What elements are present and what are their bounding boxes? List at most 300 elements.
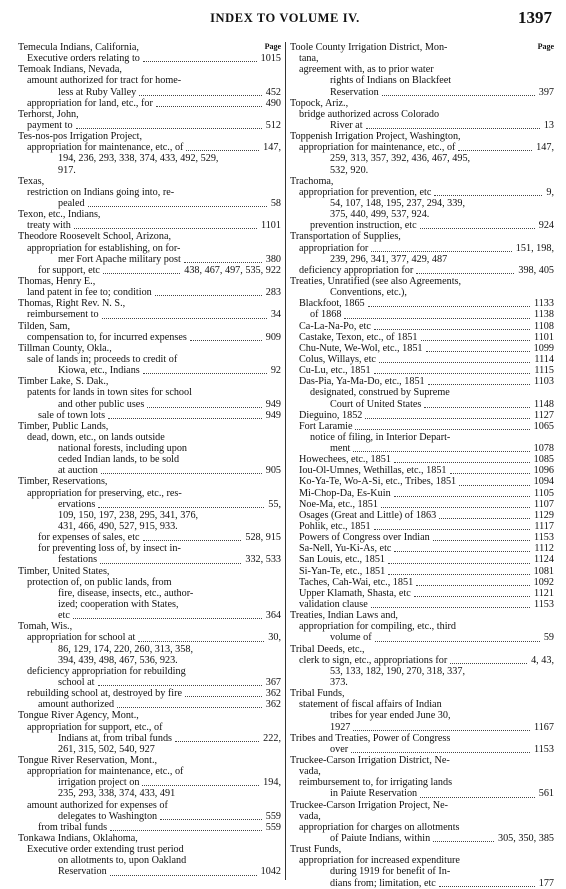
- dot-leader: [379, 362, 530, 363]
- entry-text: Sa-Nell, Yu-Ki-As, etc: [299, 543, 392, 555]
- page-reference: 194,: [263, 777, 281, 789]
- index-entry-line: [290, 488, 554, 499]
- page-reference: 364: [265, 610, 281, 622]
- index-entry-line: [290, 198, 554, 209]
- index-entry-line: [290, 666, 554, 677]
- page-reference: 34: [270, 309, 281, 321]
- page-reference: 397: [538, 86, 554, 98]
- page-reference: 1148: [534, 398, 554, 410]
- entry-text: San Louis, etc., 1851: [299, 554, 386, 566]
- index-entry-line: [18, 131, 281, 142]
- index-entry-line: [290, 153, 554, 164]
- index-entry-line: [18, 465, 281, 476]
- entry-text: dians from; limitation, etc: [330, 877, 436, 889]
- entry-text: Reservation: [330, 86, 379, 98]
- entry-text: Osages (Great and Little) of 1863: [299, 509, 437, 521]
- page-reference: 9,: [546, 186, 554, 198]
- index-entry-line: [290, 75, 554, 86]
- index-entry-line: [18, 766, 281, 777]
- page-reference: 1085: [533, 454, 554, 466]
- index-entry-line: [290, 800, 554, 811]
- entry-text: Pohlik, etc., 1851: [299, 521, 371, 533]
- entry-text: Iou-Ol-Umnes, Wethillas, etc., 1851: [299, 465, 447, 477]
- page-reference: 490: [265, 97, 281, 109]
- index-entry-line: [18, 744, 281, 755]
- page-reference: 1015: [260, 53, 281, 65]
- index-entry-line: [18, 53, 281, 64]
- entry-text: Si-Yan-Te, etc., 1851: [299, 565, 386, 577]
- entry-text: delegates to Washington: [58, 810, 158, 822]
- entry-text: agreement with, as to prior water: [299, 64, 434, 76]
- dot-leader: [156, 106, 262, 107]
- dot-leader: [433, 841, 494, 842]
- page-reference: 1092: [533, 576, 554, 588]
- index-entry-line: [290, 209, 554, 220]
- entry-text: Tillman County, Okla.,: [18, 342, 112, 354]
- index-entry-line: [290, 131, 554, 142]
- page-reference: 1153: [534, 599, 554, 611]
- index-entry-line: [290, 855, 554, 866]
- entry-text: Temoak Indians, Nevada,: [18, 64, 122, 76]
- entry-text: Powers of Congress over Indian: [299, 532, 430, 544]
- entry-text: Timber, Reservations,: [18, 476, 108, 488]
- index-entry-line: [290, 733, 554, 744]
- index-entry-line: [18, 231, 281, 242]
- entry-text: vada,: [299, 766, 321, 778]
- index-entry-line: [290, 53, 554, 64]
- entry-text: appropriation for: [299, 242, 369, 254]
- entry-text: irrigation project on: [58, 777, 140, 789]
- index-entry-line: [290, 644, 554, 655]
- index-entry-line: [18, 332, 281, 343]
- page-reference: 1078: [533, 443, 554, 455]
- entry-text: volume of: [330, 632, 372, 644]
- index-entry-line: [18, 499, 281, 510]
- index-entry-line: [290, 220, 554, 231]
- entry-text: patents for lands in town sites for school: [27, 387, 192, 399]
- dot-leader: [76, 128, 262, 129]
- index-entry-line: [18, 510, 281, 521]
- index-entry-line: [290, 42, 554, 53]
- index-entry-line: [290, 421, 554, 432]
- page-reference: 151, 198,: [515, 242, 554, 254]
- index-entry-line: [290, 822, 554, 833]
- entry-text: Texon, etc., Indians,: [18, 209, 101, 221]
- entry-text: Theodore Roosevelt School, Arizona,: [18, 231, 172, 243]
- entry-text: of 1868: [310, 309, 342, 321]
- index-entry-line: [18, 755, 281, 766]
- entry-text: sale of town lots: [38, 409, 106, 421]
- dot-leader: [450, 663, 527, 664]
- entry-text: Fort Laramie: [299, 420, 353, 432]
- page-reference: 1153: [534, 743, 554, 755]
- index-entry-line: [290, 64, 554, 75]
- page-reference: 59: [543, 632, 554, 644]
- index-entry-line: [290, 699, 554, 710]
- dot-leader: [351, 752, 530, 753]
- dot-leader: [143, 373, 267, 374]
- index-entry-line: [18, 410, 281, 421]
- page-reference: 949: [265, 398, 281, 410]
- entry-text: fire, disease, insects, etc., author-: [58, 587, 194, 599]
- entry-text: appropriation for charges on allotments: [299, 821, 460, 833]
- index-entry-line: [18, 822, 281, 833]
- index-entry-line: [18, 521, 281, 532]
- entry-text: ervations: [58, 498, 96, 510]
- entry-text: Cu-Lu, etc., 1851: [299, 365, 371, 377]
- entry-text: Reservation: [58, 866, 107, 878]
- index-entry-line: [18, 365, 281, 376]
- index-entry-line: [290, 755, 554, 766]
- dot-leader: [414, 596, 530, 597]
- entry-text: Noe-Ma, etc., 1851: [299, 498, 378, 510]
- entry-text: Das-Pia, Ya-Ma-Do, etc., 1851: [299, 376, 425, 388]
- dot-leader: [117, 707, 262, 708]
- entry-text: land patent in fee to; condition: [27, 287, 152, 299]
- page-reference: 561: [538, 788, 554, 800]
- index-entry-line: [290, 833, 554, 844]
- entry-text: Timber Lake, S. Dak.,: [18, 376, 109, 388]
- page-reference: 177: [538, 877, 554, 889]
- entry-text: in Paiute Reservation: [330, 788, 418, 800]
- page-reference: 380: [265, 253, 281, 265]
- index-entry-line: [290, 254, 554, 265]
- index-entry-line: [18, 733, 281, 744]
- index-entry-line: [290, 376, 554, 387]
- index-entry-line: [18, 298, 281, 309]
- dot-leader: [388, 574, 530, 575]
- entry-text: appropriation for support, etc., of: [27, 721, 163, 733]
- entry-text: bridge authorized across Colorado: [299, 108, 440, 120]
- dot-leader: [355, 429, 530, 430]
- index-entry-line: [18, 265, 281, 276]
- index-entry-line: [290, 354, 554, 365]
- dot-leader: [110, 875, 257, 876]
- page-reference: 905: [265, 465, 281, 477]
- entry-text: Temecula Indians, California,: [18, 42, 139, 53]
- entry-text: national forests, including upon: [58, 443, 188, 455]
- entry-text: clerk to sign, etc., appropriations for: [299, 654, 448, 666]
- page-reference: 1114: [534, 353, 554, 365]
- entry-text: tribes for year ended June 30,: [330, 710, 451, 722]
- index-entry-line: [290, 777, 554, 788]
- page-reference: 1042: [260, 866, 281, 878]
- entry-text: Tonkawa Indians, Oklahoma,: [18, 832, 138, 844]
- entry-text: pealed: [58, 197, 85, 209]
- index-column-left: Page Temecula Indians, California, Executive orders relating to 1015 Temoak Indians, Nevada, amount authorized for tract for home- less at Ruby Valley 452 appropriation for land, etc., for 490 Terhorst, John, payment to 512 Tes-nos-pos Irrigation Project, appropriation for maintenance, etc., of 147, 194, 236, 293, 338, 374, 433, 492, 529, 917. Texas, restriction on Indians going into, re- pealed 58 Texon, etc., Indians, treaty with 1101 Theodore Roosevelt School, Arizona, appropriation for establishing, on for- mer Fort Apache military post 380 for support, etc 438, 467, 497, 535, 922 Thomas, Henry E., land patent in fee to; condition 283 Thomas, Right Rev. N. S., reimbursement to 34 Tilden, Sam, compensation to, for incurred expenses 909 Tillman County, Okla., sale of lands in; proceeds to credit of Kiowa, etc., Indians 92 Timber Lake, S. Dak., patents for lands in town sites for school and other public uses 949 sale of town lots 949 Timber, Public Lands, dead, down, etc., on lands outside national forests, including upon ceded Indian lands, to be sold at auction 905 Timber, Reservations, appropriation for preserving, etc., res- ervations 55, 109, 150, 197, 238, 295, 341, 376, 431, 466, 490, 527, 915, 933. for expenses of sales, etc 528, 915 for preventing loss of, by insect in- festations 332, 533 Timber, United States, protection of, on public lands, from fire, disease, insects, etc., author- ized; cooperation with States, etc 364 Tomah, Wis., appropriation for school at 30, 86, 129, 174, 220, 260, 313, 358, 394, 439, 498, 467, 536, 923. deficiency appropriation for rebuilding school at 367 rebuilding school at, destroyed by fire 362 amount authorized 362 Tongue River Agency, Mont., appropriation for support, etc., of Indians at, from tribal funds 222, 261, 315, 502, 540, 927 Tongue River Reservation, Mont., appropriation for maintenance, etc., of irrigation project on 194, 235, 293, 338, 374, 433, 491 amount authorized for expenses of delegates to Washington 559 from tribal funds 559 Tonkawa Indians, Oklahoma, Executive order extending trust period on allotments to, upon Oakland Reservation 1042: [18, 42, 281, 878]
- entry-text: at auction: [58, 465, 98, 477]
- entry-text: Taches, Cah-Wai, etc., 1851: [299, 576, 414, 588]
- entry-text: Kiowa, etc., Indians: [58, 365, 140, 377]
- page-reference: 909: [265, 331, 281, 343]
- index-entry-line: [18, 710, 281, 721]
- entry-text: for preventing loss of, by insect in-: [38, 543, 181, 555]
- page-reference: 13: [543, 119, 554, 131]
- index-entry-line: [18, 855, 281, 866]
- page-reference: 949: [265, 409, 281, 421]
- index-entry-line: [290, 554, 554, 565]
- dot-leader: [374, 529, 530, 530]
- index-entry-line: [18, 276, 281, 287]
- dot-leader: [420, 228, 535, 229]
- entry-text: 239, 296, 341, 377, 429, 487: [330, 253, 448, 265]
- entry-text: Tribal Funds,: [290, 688, 345, 700]
- entry-text: Court of United States: [330, 398, 422, 410]
- index-entry-line: [18, 800, 281, 811]
- dot-leader: [143, 540, 241, 541]
- dot-leader: [394, 462, 530, 463]
- entry-text: Mi-Chop-Da, Es-Kuin: [299, 487, 391, 499]
- index-entry-line: [18, 543, 281, 554]
- page-reference: 512: [265, 119, 281, 131]
- entry-text: etc: [58, 610, 70, 622]
- entry-text: protection of, on public lands, from: [27, 576, 172, 588]
- index-entry-line: [18, 287, 281, 298]
- dot-leader: [184, 262, 262, 263]
- page-reference: 30,: [268, 632, 281, 644]
- index-entry-line: [290, 866, 554, 877]
- dot-leader: [394, 496, 530, 497]
- entry-text: payment to: [27, 119, 73, 131]
- entry-text: amount authorized for tract for home-: [27, 75, 182, 87]
- dot-leader: [374, 329, 530, 330]
- dot-leader: [424, 407, 530, 408]
- entry-text: for support, etc: [38, 264, 100, 276]
- index-entry-line: [18, 387, 281, 398]
- index-entry-line: [18, 554, 281, 565]
- entry-text: treaty with: [27, 220, 71, 232]
- entry-text: 109, 150, 197, 238, 295, 341, 376,: [58, 509, 199, 521]
- index-entry-line: [290, 165, 554, 176]
- entry-text: on allotments to, upon Oakland: [58, 855, 187, 867]
- index-entry-line: [18, 376, 281, 387]
- page-reference: 452: [265, 86, 281, 98]
- index-entry-line: [290, 399, 554, 410]
- index-entry-line: [18, 722, 281, 733]
- page-reference: 528, 915: [245, 532, 281, 544]
- index-entry-line: [18, 777, 281, 788]
- index-entry-line: [18, 42, 281, 53]
- index-entry-line: [290, 599, 554, 610]
- entry-text: of Paiute Indians, within: [330, 832, 431, 844]
- entry-text: Tongue River Agency, Mont.,: [18, 710, 139, 722]
- entry-text: deficiency appropriation for: [299, 264, 414, 276]
- page-reference: 1103: [534, 376, 554, 388]
- dot-leader: [73, 618, 262, 619]
- entry-text: Upper Klamath, Shasta, etc: [299, 587, 411, 599]
- index-entry-line: [290, 187, 554, 198]
- index-entry-line: [18, 254, 281, 265]
- dot-leader: [388, 563, 530, 564]
- entry-text: Castake, Texon, etc., of 1851: [299, 331, 418, 343]
- index-entry-line: [290, 722, 554, 733]
- dot-leader: [421, 340, 530, 341]
- index-entry-line: [290, 655, 554, 666]
- index-entry-line: [18, 198, 281, 209]
- dot-leader: [175, 741, 259, 742]
- entry-text: Tilden, Sam,: [18, 320, 70, 332]
- entry-text: amount authorized: [38, 699, 115, 711]
- entry-text: 194, 236, 293, 338, 374, 433, 492, 529,: [58, 153, 219, 165]
- index-entry-line: [18, 399, 281, 410]
- index-entry-line: [18, 454, 281, 465]
- entry-text: Executive orders relating to: [27, 53, 140, 65]
- index-entry-line: [18, 811, 281, 822]
- entry-text: prevention instruction, etc: [310, 220, 417, 232]
- index-entry-line: [18, 577, 281, 588]
- entry-text: Tomah, Wis.,: [18, 621, 73, 633]
- entry-text: rights of Indians on Blackfeet: [330, 75, 452, 87]
- index-entry-line: [290, 476, 554, 487]
- entry-text: during 1919 for benefit of In-: [330, 866, 451, 878]
- index-entry-line: [18, 666, 281, 677]
- entry-text: Topock, Ariz.,: [290, 97, 349, 109]
- entry-text: River at: [330, 119, 363, 131]
- entry-text: Texas,: [18, 175, 45, 187]
- dot-leader: [102, 318, 267, 319]
- index-entry-line: [290, 621, 554, 632]
- entry-text: 532, 920.: [330, 164, 369, 176]
- dot-leader: [371, 607, 530, 608]
- entry-text: validation clause: [299, 599, 368, 611]
- index-entry-line: [290, 332, 554, 343]
- index-entry-line: [18, 343, 281, 354]
- entry-text: Truckee-Carson Irrigation District, Ne-: [290, 755, 450, 766]
- page-reference: 559: [265, 821, 281, 833]
- entry-text: ceded Indian lands, to be sold: [58, 454, 180, 466]
- dot-leader: [365, 418, 530, 419]
- dot-leader: [142, 785, 259, 786]
- index-entry-line: [290, 878, 554, 889]
- index-entry-line: [18, 866, 281, 877]
- index-entry-line: [290, 298, 554, 309]
- index-entry-line: [290, 788, 554, 799]
- entry-text: appropriation for prevention, etc: [299, 186, 432, 198]
- page-reference: 147,: [536, 142, 554, 154]
- entry-text: reimbursement to, for irrigating lands: [299, 777, 453, 789]
- entry-text: 54, 107, 148, 195, 237, 294, 339,: [330, 197, 465, 209]
- dot-leader: [110, 830, 262, 831]
- dot-leader: [74, 228, 257, 229]
- entry-text: from tribal funds: [38, 821, 108, 833]
- entry-text: Transportation of Supplies,: [290, 231, 401, 243]
- index-entry-line: [18, 243, 281, 254]
- dot-leader: [371, 251, 512, 252]
- entry-text: designated, construed by Supreme: [310, 387, 450, 399]
- index-entry-line: [290, 321, 554, 332]
- page-reference: 55,: [268, 498, 281, 510]
- entry-text: restriction on Indians going into, re-: [27, 186, 175, 198]
- index-entry-line: [290, 588, 554, 599]
- index-entry-line: [18, 699, 281, 710]
- entry-text: mer Fort Apache military post: [58, 253, 181, 265]
- index-entry-line: [290, 120, 554, 131]
- page-reference: 367: [265, 677, 281, 689]
- entry-text: over: [330, 743, 349, 755]
- dot-leader: [458, 150, 532, 151]
- page-reference: 1096: [533, 465, 554, 477]
- entry-text: 1927: [330, 721, 351, 733]
- index-entry-line: [18, 98, 281, 109]
- entry-text: 259, 313, 357, 392, 436, 467, 495,: [330, 153, 471, 165]
- entry-text: dead, down, etc., on lands outside: [27, 431, 165, 443]
- entry-text: appropriation for school at: [27, 632, 136, 644]
- page-reference: 1133: [534, 298, 554, 310]
- dot-leader: [101, 473, 262, 474]
- entry-text: Toole County Irrigation District, Mon-: [290, 42, 448, 53]
- entry-text: Dieguino, 1852: [299, 409, 363, 421]
- page-reference: 222,: [263, 732, 281, 744]
- dot-leader: [375, 641, 540, 642]
- index-entry-line: [18, 120, 281, 131]
- page-reference: 362: [265, 699, 281, 711]
- index-entry-line: [290, 543, 554, 554]
- entry-text: Trachoma,: [290, 175, 334, 187]
- index-entry-line: [18, 476, 281, 487]
- index-entry-line: [290, 566, 554, 577]
- index-entry-line: [18, 64, 281, 75]
- entry-text: Terhorst, John,: [18, 108, 79, 120]
- index-entry-line: [18, 142, 281, 153]
- entry-text: appropriation for maintenance, etc., of: [299, 142, 456, 154]
- dot-leader: [100, 563, 241, 564]
- index-entry-line: [290, 766, 554, 777]
- dot-leader: [439, 886, 535, 887]
- dot-leader: [426, 351, 530, 352]
- dot-leader: [439, 518, 530, 519]
- dot-leader: [382, 95, 535, 96]
- index-entry-line: [290, 532, 554, 543]
- index-entry-line: [290, 309, 554, 320]
- index-entry-line: [290, 176, 554, 187]
- entry-text: sale of lands in; proceeds to credit of: [27, 353, 178, 365]
- index-entry-line: [18, 75, 281, 86]
- dot-leader: [88, 206, 267, 207]
- index-entry-line: [18, 532, 281, 543]
- page-reference: 1121: [534, 587, 554, 599]
- entry-text: appropriation for establishing, on for-: [27, 242, 181, 254]
- page-header: [18, 8, 552, 28]
- entry-text: Thomas, Right Rev. N. S.,: [18, 298, 126, 310]
- page-reference: 305, 350, 385: [497, 832, 554, 844]
- index-entry-line: [290, 142, 554, 153]
- entry-text: Howechees, etc., 1851: [299, 454, 391, 466]
- page-number: 1397: [518, 8, 552, 27]
- index-entry-line: [18, 833, 281, 844]
- dot-leader: [381, 507, 530, 508]
- entry-text: Ca-La-Na-Po, etc: [299, 320, 371, 332]
- entry-text: Thomas, Henry E.,: [18, 275, 96, 287]
- dot-leader: [434, 195, 542, 196]
- page-reference: 1107: [534, 498, 554, 510]
- page-reference: 1108: [534, 320, 554, 332]
- dot-leader: [450, 473, 530, 474]
- dot-leader: [459, 485, 530, 486]
- index-entry-line: [290, 610, 554, 621]
- dot-leader: [103, 273, 180, 274]
- dot-leader: [155, 295, 262, 296]
- page-reference: 398, 405: [518, 264, 554, 276]
- entry-text: vada,: [299, 810, 321, 822]
- entry-text: Tribes and Treaties, Power of Congress: [290, 732, 451, 744]
- entry-text: amount authorized for expenses of: [27, 799, 168, 811]
- index-entry-line: [18, 621, 281, 632]
- index-entry-line: [18, 209, 281, 220]
- index-entry-line: [290, 231, 554, 242]
- dot-leader: [185, 696, 262, 697]
- index-entry-line: [290, 432, 554, 443]
- index-entry-line: [18, 176, 281, 187]
